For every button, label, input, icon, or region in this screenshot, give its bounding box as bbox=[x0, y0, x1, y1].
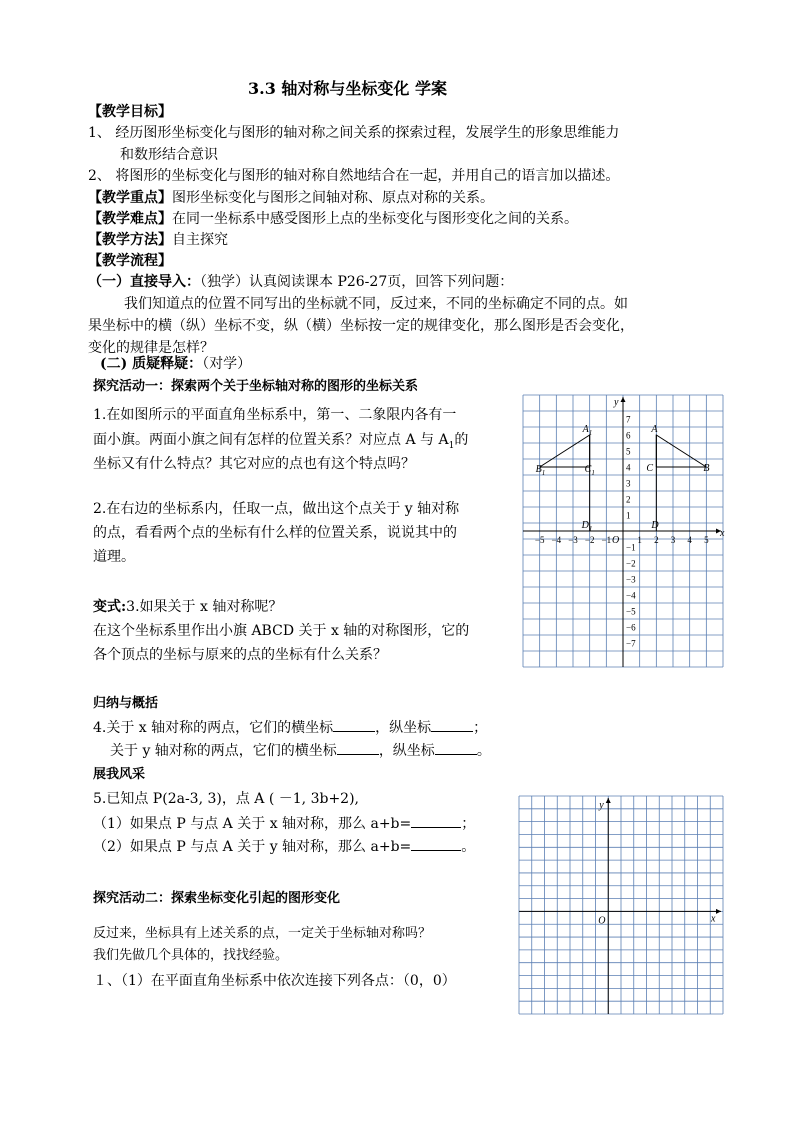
keypoint-label: 【教学重点】 bbox=[88, 190, 172, 206]
difficulty-label: 【教学难点】 bbox=[88, 211, 172, 227]
origin-label: O bbox=[598, 915, 606, 927]
q4b-blank-1[interactable] bbox=[337, 742, 379, 755]
y-tick-label: −6 bbox=[626, 622, 636, 633]
point-d1-label-main: D bbox=[581, 520, 589, 531]
q4-text-2: ，纵坐标 bbox=[375, 720, 432, 736]
method-label: 【教学方法】 bbox=[88, 232, 172, 248]
part1-para-1: 我们知道点的位置不同写出的坐标就不同，反过来，不同的坐标确定不同的点。如 bbox=[124, 296, 628, 312]
variant-line-1 bbox=[93, 598, 282, 616]
part1-line bbox=[88, 273, 513, 291]
part1-label: （一）直接导入： bbox=[88, 274, 200, 290]
grid bbox=[519, 796, 723, 1014]
q1-line-3: 坐标又有什么特点？其它对应的点也有这个特点吗？ bbox=[93, 456, 415, 472]
point-c1-label-sub: 1 bbox=[591, 469, 595, 477]
keypoint-line bbox=[88, 189, 494, 207]
difficulty-line bbox=[88, 210, 578, 228]
part1-text: （独学）认真阅读课本 P26-27页，回答下列问题： bbox=[200, 274, 514, 290]
point-d1-label-sub: 1 bbox=[588, 525, 593, 533]
y-axis-label: y bbox=[614, 397, 619, 408]
activity2-line-2: 我们先做几个具体的，找找经验。 bbox=[93, 948, 289, 963]
y-tick-label: −3 bbox=[626, 574, 636, 585]
q4b-end: 。 bbox=[476, 743, 491, 759]
y-tick-label: 4 bbox=[626, 462, 631, 473]
q5-1-blank[interactable] bbox=[411, 815, 461, 828]
point-a1-label bbox=[582, 424, 593, 437]
y-tick-label: 1 bbox=[626, 510, 631, 521]
point-a-label bbox=[650, 424, 658, 435]
y-tick-label: −4 bbox=[626, 590, 636, 601]
activity2-heading: 探究活动二：探索坐标变化引起的图形变化 bbox=[93, 891, 341, 906]
showcase-heading: 展我风采 bbox=[93, 767, 146, 782]
y-tick-label: 2 bbox=[626, 494, 631, 505]
q4b-text-2: ，纵坐标 bbox=[378, 743, 435, 759]
point-b1-label-sub: 1 bbox=[541, 469, 546, 477]
q4-blank-1[interactable] bbox=[333, 719, 375, 732]
variant-line-3: 各个顶点的坐标与原来的点的坐标有什么关系？ bbox=[93, 647, 387, 663]
q2-line-1: 2.在右边的坐标系内，任取一点，做出这个点关于 y 轴对称 bbox=[93, 501, 460, 517]
y-axis-arrow bbox=[606, 798, 611, 803]
method-line bbox=[88, 231, 228, 249]
part2-label: (二) 质疑释疑： bbox=[100, 356, 203, 372]
q1-line-1: 1.在如图所示的平面直角坐标系中，第一、二象限内各有一 bbox=[93, 407, 457, 423]
variant-label: 变式: bbox=[93, 599, 127, 615]
point-c-label bbox=[646, 463, 653, 474]
part1-para-2: 果坐标中的横（纵）坐标不变，纵（横）坐标按一定的规律变化，那么图形是否会变化， bbox=[88, 318, 634, 334]
axes bbox=[523, 397, 725, 667]
x-tick-label: −2 bbox=[584, 535, 595, 545]
point-d-label-main: D bbox=[651, 520, 659, 531]
x-tick-label: 5 bbox=[704, 535, 709, 545]
keypoint-text: 图形坐标变化与图形之间轴对称、原点对称的关系。 bbox=[172, 190, 494, 206]
q4-text-1: 4.关于 x 轴对称的两点，它们的横坐标 bbox=[93, 720, 334, 736]
y-tick-label: −1 bbox=[626, 542, 636, 553]
origin-label: O bbox=[612, 535, 620, 546]
q1-subscript: 1 bbox=[448, 440, 455, 451]
goals-heading: 【教学目标】 bbox=[88, 104, 172, 120]
q1-line-2-text: 面小旗。两面小旗之间有怎样的位置关系？对应点 A 与 A bbox=[93, 432, 449, 448]
x-axis-label: x bbox=[720, 528, 725, 539]
activity2-line-3: １、（1）在平面直角坐标系中依次连接下列各点：（0，0） bbox=[93, 973, 456, 989]
method-text: 自主探究 bbox=[172, 232, 228, 248]
point-a1-label-main: A bbox=[582, 424, 589, 435]
y-tick-label: −5 bbox=[626, 606, 636, 617]
x-axis-arrow bbox=[716, 909, 721, 914]
q1-line-2-end: 的 bbox=[454, 432, 469, 448]
q4-line-1 bbox=[93, 719, 487, 737]
q4-end: ； bbox=[473, 720, 488, 736]
y-tick-label: 3 bbox=[626, 478, 631, 489]
coordinate-graph-2 bbox=[519, 796, 723, 1014]
q5-2-line bbox=[93, 838, 475, 856]
q5-1-text: （1）如果点 P 与点 A 关于 x 轴对称，那么 a+b= bbox=[93, 816, 412, 832]
flag-a1b1c1d1-triangle bbox=[540, 435, 590, 467]
y-tick-label: 6 bbox=[626, 430, 631, 441]
y-tick-label: −7 bbox=[626, 638, 636, 649]
point-b-label-main: B bbox=[703, 463, 710, 474]
point-a-label-main: A bbox=[651, 424, 658, 435]
y-axis-label: y bbox=[599, 800, 604, 811]
x-tick-label: 4 bbox=[687, 535, 692, 545]
goal-item-1: 1、 经历图形坐标变化与图形的轴对称之间关系的探索过程，发展学生的形象思维能力 bbox=[88, 125, 620, 141]
q2-line-3: 道理。 bbox=[93, 549, 135, 565]
x-tick-label: −3 bbox=[568, 535, 578, 545]
x-tick-label: 2 bbox=[654, 535, 659, 545]
y-tick-label: 5 bbox=[626, 446, 631, 457]
point-b1-label-main: B bbox=[535, 464, 542, 475]
activity1-heading: 探究活动一：探索两个关于坐标轴对称的图形的坐标关系 bbox=[93, 379, 419, 394]
difficulty-text: 在同一坐标系中感受图形上点的坐标变化与图形变化之间的关系。 bbox=[172, 211, 578, 227]
variant-line-2: 在这个坐标系里作出小旗 ABCD 关于 x 轴的对称图形，它的 bbox=[93, 623, 470, 639]
x-tick-label: 3 bbox=[670, 535, 676, 545]
point-c1-label-main: C bbox=[584, 464, 592, 475]
x-tick-label: −1 bbox=[601, 535, 612, 545]
process-heading: 【教学流程】 bbox=[88, 253, 172, 269]
flag-abcd-triangle bbox=[656, 435, 706, 467]
y-tick-label: 7 bbox=[626, 414, 631, 425]
q5-1-line bbox=[93, 815, 475, 833]
q4b-blank-2[interactable] bbox=[435, 742, 477, 755]
q5-2-text: （2）如果点 P 与点 A 关于 y 轴对称，那么 a+b= bbox=[93, 839, 412, 855]
point-c-label-main: C bbox=[646, 463, 654, 474]
variant-text: 3.如果关于 x 轴对称呢？ bbox=[126, 599, 283, 615]
goal-item-1-cont: 和数形结合意识 bbox=[120, 147, 218, 163]
q5-1-end: ； bbox=[461, 816, 476, 832]
goal-item-2: 2、 将图形的坐标变化与图形的轴对称自然地结合在一起，并用自己的语言加以描述。 bbox=[88, 168, 620, 184]
x-tick-label: −5 bbox=[534, 535, 545, 545]
x-tick-label: 1 bbox=[637, 535, 642, 545]
summary-heading: 归纳与概括 bbox=[93, 696, 159, 711]
q4-line-2 bbox=[110, 742, 491, 760]
y-tick-label: −2 bbox=[626, 558, 636, 569]
axes bbox=[519, 798, 721, 1014]
point-d-label bbox=[650, 520, 659, 531]
q4-blank-2[interactable] bbox=[431, 719, 473, 732]
point-b-label bbox=[703, 463, 709, 474]
q2-line-2: 的点，看看两个点的坐标有什么样的位置关系，说说其中的 bbox=[93, 525, 457, 541]
point-a1-label-sub: 1 bbox=[588, 429, 593, 437]
q5-2-blank[interactable] bbox=[411, 838, 461, 851]
q1-line-2 bbox=[93, 431, 468, 455]
coordinate-graph-1 bbox=[523, 395, 723, 667]
x-tick-label: −4 bbox=[551, 535, 562, 545]
part2-text: （对学） bbox=[202, 356, 252, 372]
part2-line bbox=[100, 355, 251, 373]
activity2-line-1: 反过来，坐标具有上述关系的点，一定关于坐标轴对称吗？ bbox=[93, 926, 432, 941]
q5-line: 5.已知点 P(2a-3, 3)，点 A ( －1, 3b+2), bbox=[93, 791, 359, 807]
x-axis-label: x bbox=[711, 913, 716, 925]
page-title: 3.3 轴对称与坐标变化 学案 bbox=[248, 79, 447, 98]
q4b-text-1: 关于 y 轴对称的两点，它们的横坐标 bbox=[110, 743, 337, 759]
q5-2-end: 。 bbox=[461, 839, 476, 855]
part1-para-3: 变化的规律是怎样？ bbox=[88, 340, 214, 356]
y-axis-arrow bbox=[621, 397, 626, 402]
